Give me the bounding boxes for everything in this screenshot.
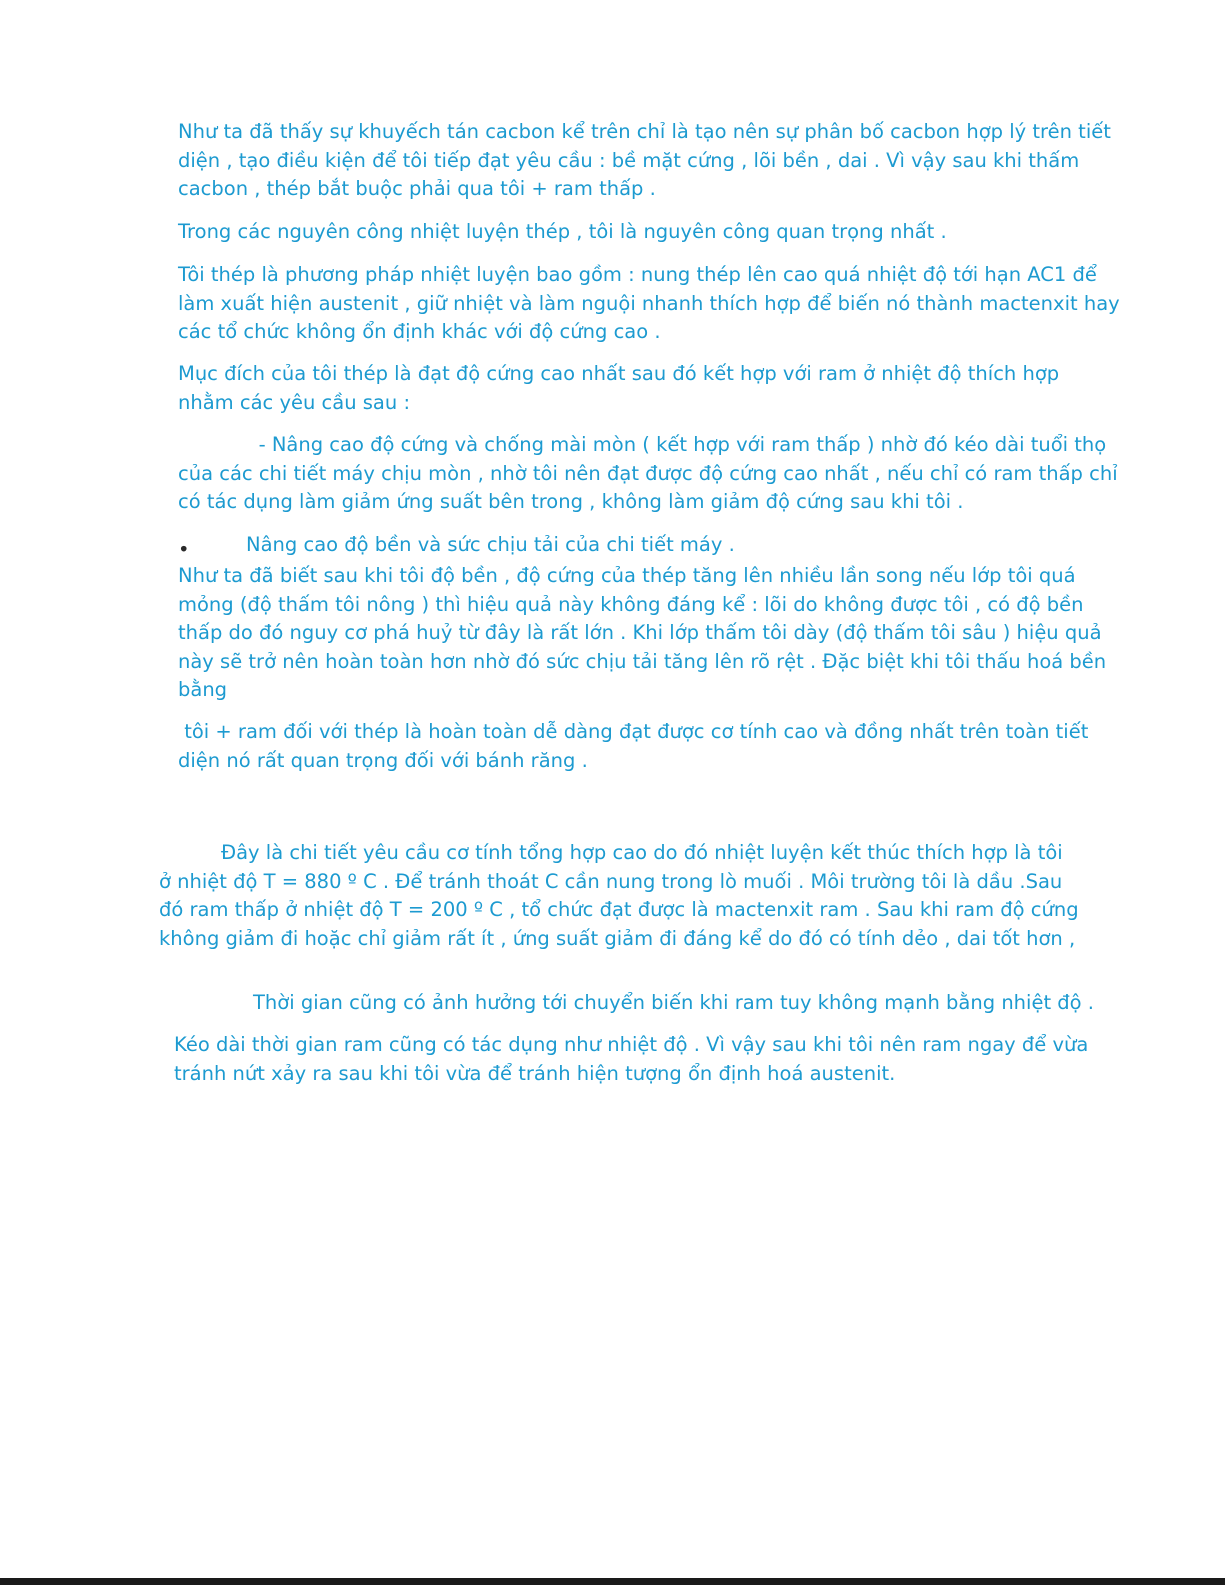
bullet-marker: •	[178, 538, 190, 561]
paragraph-tempering-time: Thời gian cũng có ảnh hưởng tới chuyển biến khi ram tuy không mạnh bằng nhiệt độ .	[253, 991, 1095, 1014]
page-bottom-border	[0, 1578, 1225, 1585]
paragraph-carbon-diffusion: Như ta đã thấy sự khuyếch tán cacbon kể trên chỉ là tạo nên sự phân bố cacbon hợp lý trên tiết diện , tạo điều kiện để tôi tiếp đạt yêu cầu : bề mặt cứng , lõi bền , dai . Vì vậy sau khi thấm cacbon , thép bắt buộc phải qua tôi + ram thấp .	[178, 120, 1111, 200]
paragraph-quenching-importance: Trong các nguyên công nhiệt luyện thép , tôi là nguyên công quan trọng nhất .	[178, 220, 947, 243]
paragraph-heat-treatment-process: Đây là chi tiết yêu cầu cơ tính tổng hợp cao do đó nhiệt luyện kết thúc thích hợp là tôi ở nhiệt độ T = 880 º C . Để tránh thoát C cần nung trong lò muối . Môi trường tôi là dầu .Sau đó ram thấp ở nhiệt độ T = 200 º C , tổ chức đạt được là mactenxit ram . Sau khi ram độ cứng không giảm đi hoặc chỉ giảm rất ít , ứng suất giảm đi đáng kể do đó có tính dẻo , dai tốt hơn ,	[159, 841, 1079, 950]
paragraph-gear-uniformity: tôi + ram đối với thép là hoàn toàn dễ dàng đạt được cơ tính cao và đồng nhất trên toàn tiết diện nó rất quan trọng đối với bánh răng .	[178, 720, 1089, 772]
paragraph-hardness-wear: - Nâng cao độ cứng và chống mài mòn ( kết hợp với ram thấp ) nhờ đó kéo dài tuổi thọ của các chi tiết máy chịu mòn , nhờ tôi nên đạt được độ cứng cao nhất , nếu chỉ có ram thấp chỉ có tác dụng làm giảm ứng suất bên trong , không làm giảm độ cứng sau khi tôi .	[178, 433, 1118, 513]
bullet-item-strength: Nâng cao độ bền và sức chịu tải của chi tiết máy .	[246, 533, 735, 556]
paragraph-tempering-duration: Kéo dài thời gian ram cũng có tác dụng như nhiệt độ . Vì vậy sau khi tôi nên ram ngay để vừa tránh nứt xảy ra sau khi tôi vừa để tránh hiện tượng ổn định hoá austenit.	[174, 1033, 1089, 1085]
paragraph-quenching-definition: Tôi thép là phương pháp nhiệt luyện bao gồm : nung thép lên cao quá nhiệt độ tới hạn AC1 để làm xuất hiện austenit , giữ nhiệt và làm nguội nhanh thích hợp để biến nó thành mactenxit hay các tổ chức không ổn định khác với độ cứng cao .	[178, 263, 1120, 343]
paragraph-quenching-purpose: Mục đích của tôi thép là đạt độ cứng cao nhất sau đó kết hợp với ram ở nhiệt độ thích hợp nhằm các yêu cầu sau :	[178, 362, 1060, 414]
paragraph-hardening-depth: Như ta đã biết sau khi tôi độ bền , độ cứng của thép tăng lên nhiều lần song nếu lớp tôi quá mỏng (độ thấm tôi nông ) thì hiệu quả này không đáng kể : lõi do không được tôi , có độ bền thấp do đó nguy cơ phá huỷ từ đây là rất lớn . Khi lớp thấm tôi dày (độ thấm tôi sâu ) hiệu quả này sẽ trở nên hoàn toàn hơn nhờ đó sức chịu tải tăng lên rõ rệt . Đặc biệt khi tôi thấu hoá bền bằng	[178, 564, 1107, 701]
